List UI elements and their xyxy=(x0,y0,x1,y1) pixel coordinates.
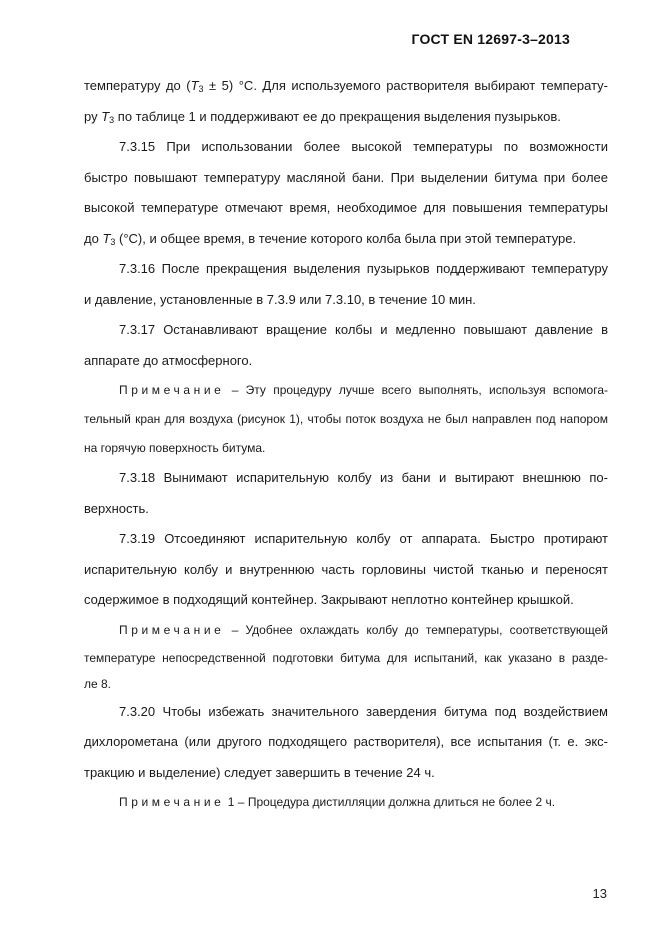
paragraph-7-3-18-line: 7.3.18 Вынимают испарительную колбу из бани и вытирают внешнюю по- xyxy=(119,470,608,485)
note-line: Примечание – Удобнее охлаждать колбу до температуры, соответствующей xyxy=(119,622,608,637)
text-line: верхность. xyxy=(84,500,149,516)
text-line: испарительную колбу и внутреннюю часть горловины чистой тканью и переносят xyxy=(84,561,608,577)
note-label: Примечание xyxy=(119,795,225,809)
text-line: ру $T_3$ по таблице 1 и поддерживают ее до прекращения выделения пузырьков. xyxy=(84,108,561,125)
text-line: высокой температуре отмечают время, необходимое для повышения температуры xyxy=(84,200,608,215)
text-line: тракцию и выделение) следует завершить в течение 24 ч. xyxy=(84,764,435,780)
note-label: Примечание xyxy=(119,383,225,397)
text-line: содержимое в подходящий контейнер. Закрывают неплотно контейнер крышкой. xyxy=(84,592,574,607)
paragraph-7-3-16-line: 7.3.16 После прекращения выделения пузырьков поддерживают температуру xyxy=(119,261,608,276)
paragraph-7-3-15-line: 7.3.15 При использовании более высокой температуры по возможности xyxy=(119,139,608,154)
note-line: тельный кран для воздуха (рисунок 1), чтобы поток воздуха не был направлен под напором xyxy=(84,412,608,426)
text-line: быстро повышают температуру масляной бани. При выделении битума при более xyxy=(84,169,608,185)
text-line: до $T_3$ (°С), и общее время, в течение которого колба была при этой температуре. xyxy=(84,230,577,247)
text-line: температуру до $(T_3 \pm 5)$ °С. Для используемого растворителя выбирают температу- xyxy=(84,78,608,94)
page-number: 13 xyxy=(592,886,607,901)
text-line: дихлорометана (или другого подходящего растворителя), все испытания (т. е. экс- xyxy=(84,734,608,749)
paragraph-7-3-17-line: 7.3.17 Останавливают вращение колбы и медленно повышают давление в xyxy=(119,322,608,337)
paragraph-7-3-20-line: 7.3.20 Чтобы избежать значительного завердения битума под воздействием xyxy=(119,703,608,719)
text-line: аппарате до атмосферного. xyxy=(84,352,253,368)
note-line: температуре непосредственной подготовки битума для испытаний, как указано в разде- xyxy=(84,650,608,665)
note-line: Примечание 1 – Процедура дистилляции должна длиться не более 2 ч. xyxy=(119,795,556,809)
document-code-header: ГОСТ EN 12697-3–2013 xyxy=(411,31,570,47)
body-text xyxy=(84,71,608,817)
note-line: ле 8. xyxy=(84,676,112,691)
note-line: Примечание – Эту процедуру лучше всего выполнять, используя вспомога- xyxy=(119,383,608,397)
note-line: на горячую поверхность битума. xyxy=(84,441,266,455)
note-label: Примечание xyxy=(119,622,225,637)
paragraph-7-3-19-line: 7.3.19 Отсоединяют испарительную колбу от аппарата. Быстро протирают xyxy=(119,531,608,546)
text-line: и давление, установленные в 7.3.9 или 7.3.10, в течение 10 мин. xyxy=(84,291,476,307)
